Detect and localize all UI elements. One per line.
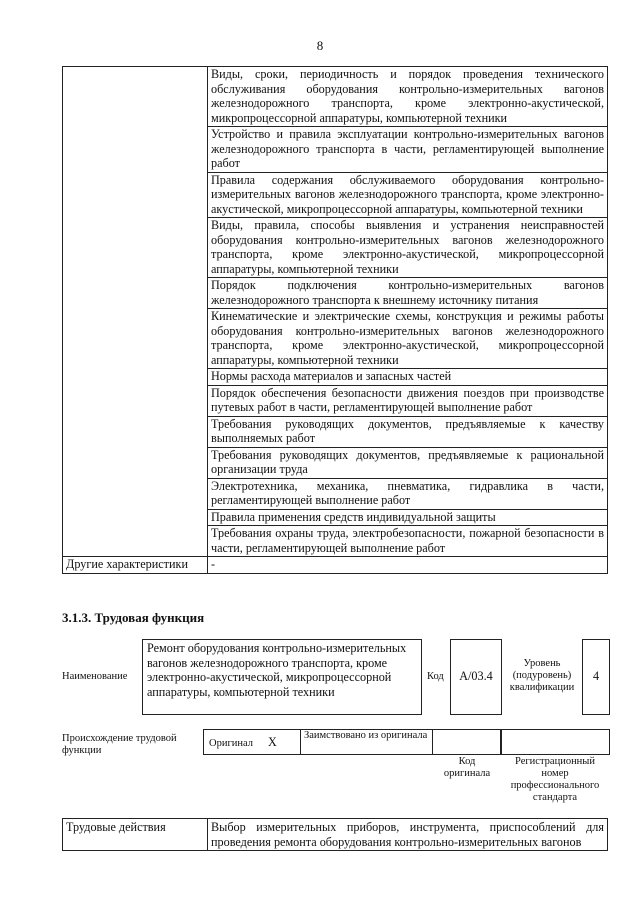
knowledge-table (62, 66, 608, 574)
reg-number-box (501, 729, 610, 755)
actions-first: Выбор измерительных приборов, инструмента, приспособлений для проведения ремонта оборудования контрольно-измерительных вагонов (208, 819, 608, 851)
code-label: Код (427, 671, 444, 682)
actions-table (62, 818, 608, 851)
knowledge-item: Порядок обеспечения безопасности движения поездов при производстве путевых работ в части, регламентирующей выполнение работ (208, 385, 608, 416)
borrowed-label: Заимствовано из оригинала (304, 730, 428, 741)
knowledge-item: Требования руководящих документов, предъявляемые к качеству выполняемых работ (208, 416, 608, 447)
origin-divider-1 (300, 729, 301, 755)
table-row (63, 819, 608, 851)
level-box (582, 639, 610, 715)
origin-divider-2 (432, 729, 433, 755)
function-name-box (142, 639, 422, 715)
knowledge-item: Правила содержания обслуживаемого оборудования контрольно-измерительных вагонов железнодорожного транспорта, кроме электронно-акустической, микропроцессорной аппаратуры, компьютерной техники (208, 172, 608, 218)
knowledge-item: Требования руководящих документов, предъявляемые к рациональной организации труда (208, 447, 608, 478)
original-mark: X (268, 735, 277, 749)
knowledge-label-cell (63, 67, 208, 557)
knowledge-item: Порядок подключения контрольно-измерительных вагонов железнодорожного транспорта к внешнему источнику питания (208, 278, 608, 309)
reg-caption: Регистрационный номер профессионального стандарта (510, 756, 600, 803)
knowledge-item: Нормы расхода материалов и запасных частей (208, 369, 608, 386)
level-label: Уровень (подуровень) квалификации (509, 658, 575, 693)
function-code-box (450, 639, 502, 715)
other-label: Другие характеристики (63, 557, 208, 574)
name-label: Наименование (62, 671, 128, 682)
function-name: Ремонт оборудования контрольно-измерительных вагонов железнодорожного транспорта, кроме электронно-акустической, микропроцессорной аппаратуры, компьютерной техники (147, 641, 407, 699)
knowledge-item: Виды, сроки, периодичность и порядок проведения технического обслуживания оборудования контрольно-измерительных вагонов железнодорожного транспорта, кроме электронно-акустической, микропроцессорной аппаратуры, компьютерной техники (208, 67, 608, 127)
level-value: 4 (592, 669, 600, 683)
table-row (63, 557, 608, 574)
knowledge-item: Правила применения средств индивидуальной защиты (208, 509, 608, 526)
knowledge-item: Требования охраны труда, электробезопасности, пожарной безопасности в части, регламентирующей выполнение работ (208, 526, 608, 557)
table-row (63, 67, 608, 127)
knowledge-item: Виды, правила, способы выявления и устранения неисправностей оборудования контрольно-измерительных вагонов железнодорожного транспорта, кроме электронно-акустической, микропроцессорной аппаратуры, компьютерной техники (208, 218, 608, 278)
actions-label: Трудовые действия (63, 819, 208, 851)
section-title: 3.1.3. Трудовая функция (62, 610, 205, 625)
knowledge-item: Устройство и правила эксплуатации контрольно-измерительных вагонов железнодорожного транспорта в части, регламентирующей выполнение работ (208, 127, 608, 173)
origin-label: Происхождение трудовой функции (62, 733, 177, 756)
function-code: А/03.4 (459, 669, 493, 683)
original-label: Оригинал (209, 738, 253, 749)
knowledge-item: Электротехника, механика, пневматика, гидравлика в части, регламентирующей выполнение работ (208, 478, 608, 509)
other-value: - (208, 557, 608, 574)
page-number: 8 (316, 38, 324, 53)
knowledge-item: Кинематические и электрические схемы, конструкция и режимы работы оборудования контрольно-измерительных вагонов железнодорожного транспорта, кроме электронно-акустической, микропроцессорной аппаратуры, компьютерной техники (208, 309, 608, 369)
code-caption: Код оригинала (443, 756, 491, 779)
